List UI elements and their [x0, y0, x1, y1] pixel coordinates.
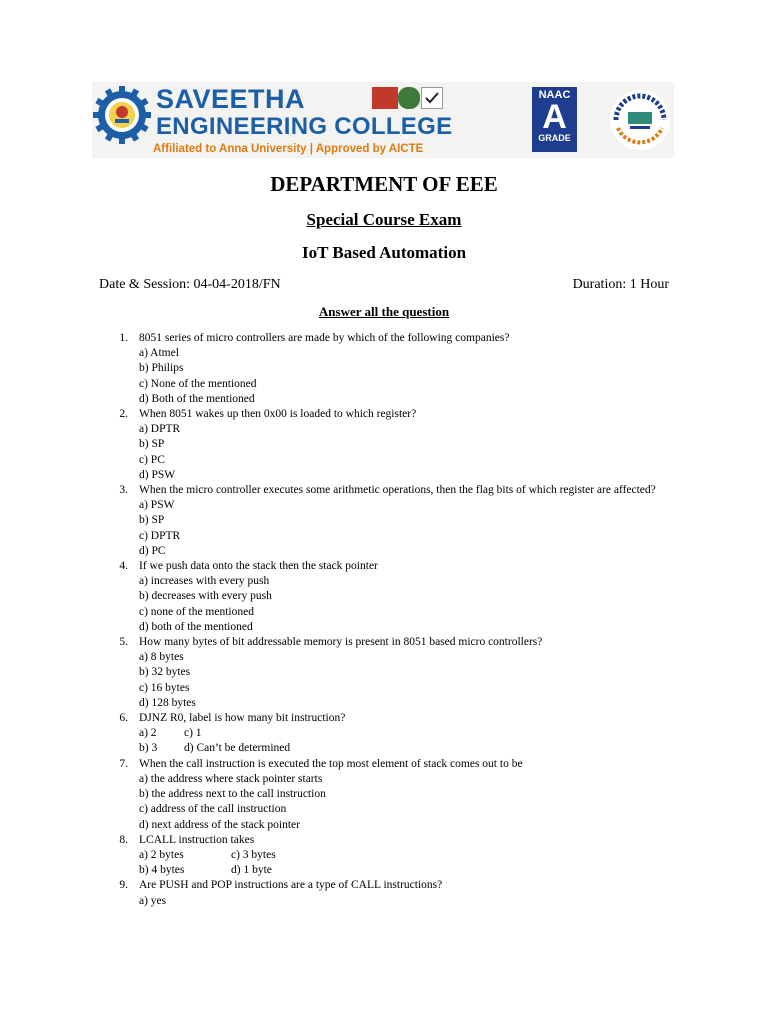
affiliation-text: Affiliated to Anna University | Approved by AICTE [153, 143, 424, 155]
college-name-line2: ENGINEERING COLLEGE [156, 113, 453, 140]
answer-option: b) 3 [139, 742, 158, 755]
answer-option: d) Both of the mentioned [139, 392, 255, 405]
answer-option: a) Atmel [139, 347, 179, 360]
answer-option: a) 8 bytes [139, 651, 184, 664]
question-item [0, 757, 768, 833]
iso-seal-icon [398, 87, 420, 109]
question-text: DJNZ R0, label is how many bit instruction? [139, 712, 346, 725]
question-text: How many bytes of bit addressable memory is present in 8051 based micro controllers? [139, 636, 543, 649]
question-number: 3. [119, 484, 128, 497]
answer-option: d) 128 bytes [139, 696, 196, 709]
answer-option: c) address of the call instruction [139, 803, 287, 816]
answer-option-row [139, 848, 768, 863]
question-text: When the call instruction is executed the top most element of stack comes out to be [139, 757, 523, 770]
question-item [0, 635, 768, 711]
answer-option-row [139, 863, 768, 878]
answer-option: c) none of the mentioned [139, 605, 254, 618]
question-text: When the micro controller executes some arithmetic operations, then the flag bits of which register are affected? [139, 484, 656, 497]
question-number: 8. [119, 833, 128, 846]
question-number: 9. [119, 879, 128, 892]
answer-option: c) 1 [184, 727, 202, 740]
question-item [0, 833, 768, 879]
question-number: 5. [119, 636, 128, 649]
question-item [0, 483, 768, 559]
answer-option: a) the address where stack pointer starts [139, 772, 323, 785]
question-item [0, 407, 768, 483]
answer-option: c) 3 bytes [231, 848, 276, 861]
question-item [0, 331, 768, 407]
answer-option: b) Philips [139, 362, 184, 375]
question-number: 2. [119, 408, 128, 421]
date-session: Date & Session: 04-04-2018/FN [99, 277, 281, 292]
answer-option: c) DPTR [139, 529, 181, 542]
answer-option: a) DPTR [139, 423, 181, 436]
naac-grade-badge [532, 87, 577, 152]
answer-option: b) SP [139, 514, 165, 527]
naac-label: NAAC [538, 89, 571, 101]
answer-option: c) PC [139, 453, 165, 466]
nba-accreditation-seal-icon [608, 88, 672, 152]
question-number: 4. [119, 560, 128, 573]
exam-instruction: Answer all the question [318, 304, 450, 319]
answer-option: b) SP [139, 438, 165, 451]
question-number: 1. [119, 332, 128, 344]
course-type-title: Special Course Exam [306, 210, 462, 229]
answer-option: d) 1 byte [231, 864, 272, 877]
college-emblem-icon [93, 86, 151, 144]
department-title: DEPARTMENT OF EEE [270, 172, 498, 196]
answer-option: a) PSW [139, 499, 175, 512]
question-number: 7. [119, 757, 128, 770]
question-item [0, 559, 768, 635]
answer-option-row [139, 741, 768, 756]
question-list [0, 331, 768, 909]
answer-option: b) the address next to the call instruction [139, 788, 326, 801]
answer-option: a) 2 bytes [139, 848, 184, 861]
answer-option: c) 16 bytes [139, 681, 190, 694]
answer-option: d) both of the mentioned [139, 620, 253, 633]
college-name-line1: SAVEETHA [156, 84, 306, 114]
answer-option: b) 4 bytes [139, 864, 185, 877]
answer-option: d) next address of the stack pointer [139, 818, 300, 831]
question-text: LCALL instruction takes [139, 833, 255, 846]
answer-option: a) 2 [139, 727, 157, 740]
certification-badge-icon [372, 87, 398, 109]
quality-check-icon [421, 87, 443, 109]
answer-option: c) None of the mentioned [139, 377, 257, 390]
answer-option: b) 32 bytes [139, 666, 191, 679]
duration: Duration: 1 Hour [572, 277, 669, 292]
answer-option: a) yes [139, 894, 167, 907]
question-text: If we push data onto the stack then the stack pointer [139, 560, 378, 573]
answer-option: d) PC [139, 544, 166, 557]
question-number: 6. [119, 712, 128, 725]
naac-grade-label: GRADE [538, 133, 571, 143]
answer-option: d) Can’t be determined [184, 742, 291, 755]
question-item [0, 878, 768, 908]
naac-grade: A [542, 98, 567, 136]
question-text: Are PUSH and POP instructions are a type of CALL instructions? [139, 879, 443, 892]
question-text: When 8051 wakes up then 0x00 is loaded to which register? [139, 408, 417, 421]
subject-title: IoT Based Automation [301, 243, 467, 262]
answer-option: b) decreases with every push [139, 590, 272, 603]
answer-option: a) increases with every push [139, 575, 270, 588]
question-item [0, 711, 768, 757]
answer-option-row [139, 726, 768, 741]
question-text: 8051 series of micro controllers are made by which of the following companies? [139, 332, 510, 344]
answer-option: d) PSW [139, 468, 176, 481]
